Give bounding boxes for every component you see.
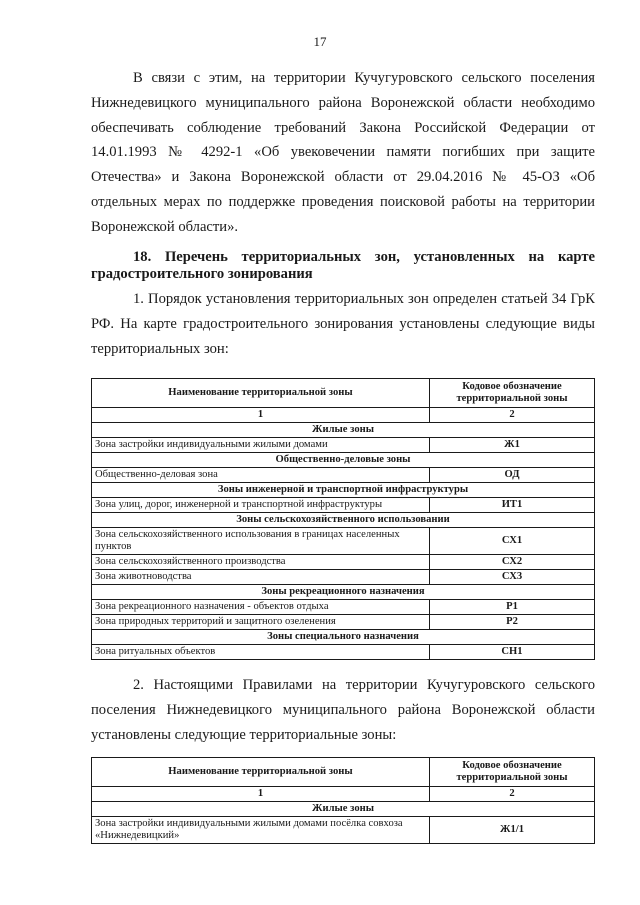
zone-name: Зона улиц, дорог, инженерной и транспортной инфраструктуры (92, 498, 430, 513)
zone-code: ИТ1 (430, 498, 595, 513)
zone-group-label: Жилые зоны (92, 802, 595, 817)
table-row (92, 468, 595, 483)
zones-table-body (92, 379, 595, 660)
table-row (92, 817, 595, 844)
zone-group-label: Общественно-деловые зоны (92, 453, 595, 468)
zone-name: Зона застройки индивидуальными жилыми домами посёлка совхоза «Нижнедевицкий» (92, 817, 430, 844)
zone-code: ОД (430, 468, 595, 483)
header-zone-name: Наименование территориальной зоны (92, 379, 430, 408)
header-zone-name: Наименование территориальной зоны (92, 758, 430, 787)
table-row (92, 498, 595, 513)
zones-table-rules (91, 757, 595, 844)
zone-group-label: Зоны рекреационного назначения (92, 585, 595, 600)
zone-name: Зона сельскохозяйственного производства (92, 555, 430, 570)
table-row (92, 570, 595, 585)
zone-group-row (92, 802, 595, 817)
zone-group-label: Жилые зоны (92, 423, 595, 438)
zone-name: Общественно-деловая зона (92, 468, 430, 483)
zone-code: СХ3 (430, 570, 595, 585)
table-row (92, 645, 595, 660)
table-row (92, 528, 595, 555)
page-number: 17 (313, 34, 327, 49)
zones-table-map (91, 378, 595, 660)
section-heading: 18. Перечень территориальных зон, установленных на карте градостроительного зонирования (91, 249, 595, 282)
zone-code: Р1 (430, 600, 595, 615)
zone-name: Зона сельскохозяйственного использования в границах населенных пунктов (92, 528, 430, 555)
zone-name: Зона природных территорий и защитного озеленения (92, 615, 430, 630)
table-header-row (92, 758, 595, 787)
table-row (92, 600, 595, 615)
zone-group-row (92, 630, 595, 645)
table-column-number-row (92, 787, 595, 802)
table-header-row (92, 379, 595, 408)
zone-name: Зона рекреационного назначения - объектов отдыха (92, 600, 430, 615)
zone-code: СХ1 (430, 528, 595, 555)
zone-group-row (92, 423, 595, 438)
table-row (92, 438, 595, 453)
zone-group-row (92, 513, 595, 528)
zone-code: Р2 (430, 615, 595, 630)
zone-group-row (92, 483, 595, 498)
paragraph-memorial-law: В связи с этим, на территории Кучугуровского сельского поселения Нижнедевицкого муниципального района Воронежской области необходимо обеспечивать соблюдение требований Закона Российской Федерации от 14.01.1993 № 4292-1 «Об увековечении памяти погибших при защите Отечества» и Закона Воронежской области от 29.04.2016 № 45-ОЗ «Об отдельных мерах по поддержке проведения поисковой работы на территории Воронежской области». (91, 70, 595, 235)
zone-group-row (92, 453, 595, 468)
zone-name: Зона животноводства (92, 570, 430, 585)
zone-group-label: Зоны инженерной и транспортной инфраструктуры (92, 483, 595, 498)
table-row (92, 555, 595, 570)
zone-group-label: Зоны сельскохозяйственного использовании (92, 513, 595, 528)
zone-code: Ж1 (430, 438, 595, 453)
column-number: 2 (430, 408, 595, 423)
header-zone-code: Кодовое обозначение территориальной зоны (430, 379, 595, 408)
table-row (92, 615, 595, 630)
zones-table-body (92, 758, 595, 844)
zone-name: Зона застройки индивидуальными жилыми домами (92, 438, 430, 453)
column-number: 1 (92, 787, 430, 802)
zone-group-label: Зоны специального назначения (92, 630, 595, 645)
zone-name: Зона ритуальных объектов (92, 645, 430, 660)
column-number: 2 (430, 787, 595, 802)
zone-code: Ж1/1 (430, 817, 595, 844)
paragraph-zone-types: 1. Порядок установления территориальных зон определен статьей 34 ГрК РФ. На карте градостроительного зонирования установлены следующие виды территориальных зон: (91, 291, 595, 357)
table-column-number-row (92, 408, 595, 423)
column-number: 1 (92, 408, 430, 423)
paragraph-rules-zones: 2. Настоящими Правилами на территории Кучугуровского сельского поселения Нижнедевицкого муниципального района Воронежской области установлены следующие территориальные зоны: (91, 677, 595, 743)
header-zone-code: Кодовое обозначение территориальной зоны (430, 758, 595, 787)
zone-code: СХ2 (430, 555, 595, 570)
zone-code: СН1 (430, 645, 595, 660)
zone-group-row (92, 585, 595, 600)
